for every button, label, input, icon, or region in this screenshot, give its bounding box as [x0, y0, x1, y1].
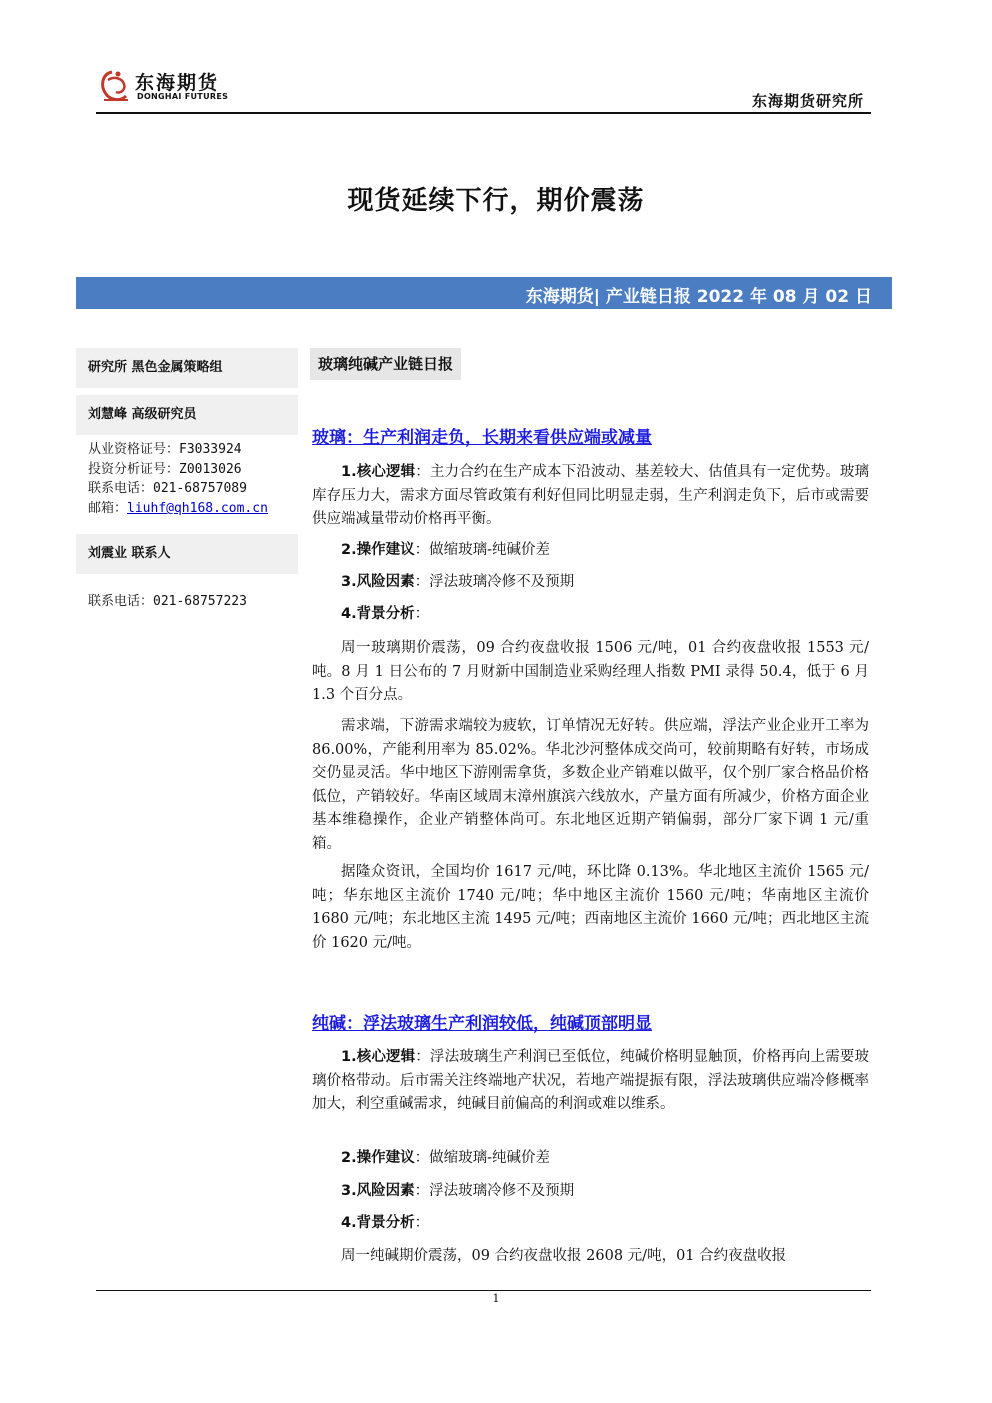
glass-advice	[312, 539, 869, 563]
soda-bg-colon: ：	[414, 1215, 430, 1231]
footer-rule	[96, 1290, 871, 1291]
soda-logic-label: 1.核心逻辑	[341, 1049, 416, 1065]
soda-advice-label: 2.操作建议	[341, 1150, 415, 1166]
sidebar-analyst: 刘慧峰 高级研究员	[76, 395, 298, 435]
banner-text: 东海期货| 产业链日报 2022 年 08 月 02 日	[525, 287, 872, 307]
soda-bg-label: 4.背景分析	[341, 1215, 415, 1231]
glass-bg	[312, 603, 869, 627]
soda-logic	[312, 1046, 869, 1117]
sidebar-email-link[interactable]: liuhf@qh168.com.cn	[127, 501, 268, 516]
glass-paragraph-3: 据隆众资讯，全国均价 1617 元/吨，环比降 0.13%。华北地区主流价 1565 元/吨；华东地区主流价 1740 元/吨；华中地区主流价 1560 元/吨；华南地区主流价 1680 元/吨；东北地区主流 1495 元/吨；西南地区主流价 1660 元/吨；西北地区主流价 1620 元/吨。	[312, 864, 869, 951]
sidebar-phone2: 联系电话：021-68757223	[88, 594, 247, 609]
section-tag: 玻璃纯碱产业链日报	[310, 348, 461, 380]
page-number: 1	[492, 1292, 500, 1305]
soda-bg	[312, 1212, 869, 1236]
glass-risk	[312, 571, 869, 595]
soda-risk	[312, 1180, 869, 1204]
sidebar-email-line	[88, 497, 268, 516]
glass-paragraph-2: 需求端，下游需求端较为疲软，订单情况无好转。供应端，浮法产业企业开工率为 86.00%，产能利用率为 85.02%。华北沙河整体成交尚可，较前期略有好转，市场成交仍显灵活。华中地区下游刚需拿货，多数企业产销难以做平，仅个别厂家合格品价格低位，产销较好。华南区域周末漳州旗滨六线放水，产量方面有所减少，价格方面企业基本维稳操作，企业产销整体尚可。东北地区近期产销偏弱，部分厂家下调 1 元/重箱。	[312, 718, 869, 852]
logo-chinese-name: 东海期货	[135, 72, 220, 94]
sidebar-dept: 研究所 黑色金属策略组	[76, 348, 298, 388]
glass-bg-label: 4.背景分析	[341, 606, 415, 622]
glass-logic	[312, 461, 869, 532]
soda-advice	[312, 1147, 869, 1171]
report-banner	[76, 277, 892, 309]
sidebar-phone1: 联系电话：021-68757089	[88, 481, 247, 496]
sidebar-contact: 刘震业 联系人	[76, 534, 298, 574]
institute-name: 东海期货研究所	[751, 92, 864, 110]
glass-heading: 玻璃：生产利润走负，长期来看供应端或减量	[312, 428, 652, 448]
soda-logic-text: ：浮法玻璃生产利润已至低位，纯碱价格明显触顶，价格再向上需要玻璃价格带动。后市需关注终端地产状况，若地产端提振有限，浮法玻璃供应端冷修概率加大，利空重碱需求，纯碱目前偏高的利润或难以维系。	[312, 1049, 869, 1112]
soda-paragraph-1: 周一纯碱期价震荡，09 合约夜盘收报 2608 元/吨，01 合约夜盘收报	[341, 1248, 787, 1264]
glass-risk-label: 3.风险因素	[341, 574, 415, 590]
sidebar-cert1: 从业资格证号：F3033924	[88, 442, 242, 457]
glass-logic-text: ：主力合约在生产成本下沿波动、基差较大、估值具有一定优势。玻璃库存压力大，需求方面尽管政策有利好但同比明显走弱，生产利润走负下，后市或需要供应端减量带动价格再平衡。	[312, 464, 869, 527]
glass-bg-colon: ：	[414, 606, 430, 622]
glass-risk-text: ：浮法玻璃冷修不及预期	[414, 574, 575, 590]
glass-paragraph-1: 周一玻璃期价震荡，09 合约夜盘收报 1506 元/吨，01 合约夜盘收报 1553 元/吨。8 月 1 日公布的 7 月财新中国制造业采购经理人指数 PMI 录得 50.4，低于 6 月 1.3 个百分点。	[312, 640, 869, 703]
sidebar-cert2: 投资分析证号：Z0013026	[88, 462, 242, 477]
logo-english-name: DONGHAI FUTURES	[137, 92, 229, 101]
header-rule	[96, 112, 871, 114]
glass-advice-text: ：做缩玻璃-纯碱价差	[414, 542, 551, 558]
soda-heading: 纯碱：浮法玻璃生产利润较低，纯碱顶部明显	[312, 1014, 652, 1034]
sidebar-email-label: 邮箱：	[88, 501, 128, 516]
glass-advice-label: 2.操作建议	[341, 542, 415, 558]
soda-risk-label: 3.风险因素	[341, 1183, 415, 1199]
soda-advice-text: ：做缩玻璃-纯碱价差	[414, 1150, 551, 1166]
soda-risk-text: ：浮法玻璃冷修不及预期	[414, 1183, 575, 1199]
glass-logic-label: 1.核心逻辑	[341, 464, 416, 480]
report-title: 现货延续下行，期价震荡	[347, 186, 645, 216]
